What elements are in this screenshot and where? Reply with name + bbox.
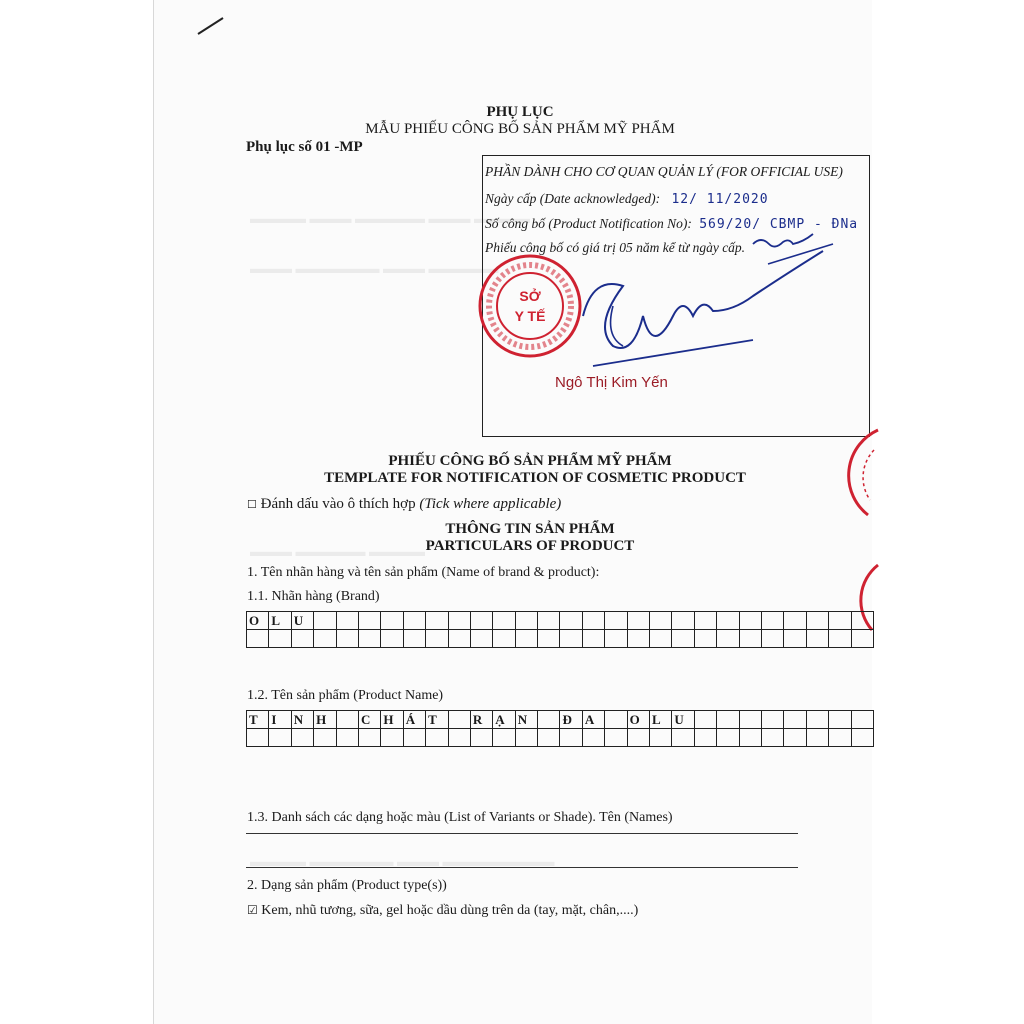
grid-cell <box>717 729 739 747</box>
grid-cell: H <box>314 711 336 729</box>
question-1-2: 1.2. Tên sản phẩm (Product Name) <box>247 688 444 703</box>
grid-cell <box>582 630 604 648</box>
grid-cell <box>851 711 873 729</box>
grid-cell <box>448 630 470 648</box>
appendix-subtitle: MẪU PHIẾU CÔNG BỐ SẢN PHẨM MỸ PHẨM <box>365 121 675 137</box>
grid-cell <box>269 729 291 747</box>
grid-cell <box>650 630 672 648</box>
date-acknowledged-label: Ngày cấp (Date acknowledged): <box>485 191 661 206</box>
tick-note-text: Đánh dấu vào ô thích hợp <box>260 496 416 512</box>
pen-mark <box>196 14 226 38</box>
grid-cell <box>761 630 783 648</box>
grid-cell <box>291 729 313 747</box>
edge-stamp-marks <box>840 420 880 640</box>
grid-cell <box>426 729 448 747</box>
grid-cell <box>829 711 851 729</box>
grid-cell: N <box>515 711 537 729</box>
tick-note <box>247 496 561 513</box>
grid-cell: Đ <box>560 711 582 729</box>
grid-cell <box>582 612 604 630</box>
grid-cell <box>627 729 649 747</box>
grid-cell <box>314 729 336 747</box>
grid-cell <box>739 630 761 648</box>
grid-cell <box>381 729 403 747</box>
grid-cell: U <box>672 711 694 729</box>
grid-cell <box>381 630 403 648</box>
show-through-text: ▬▬▬▬ ▬▬▬ ▬▬▬▬▬ ▬▬▬ ▬▬▬▬ <box>250 212 530 227</box>
grid-cell <box>336 729 358 747</box>
grid-cell <box>829 630 851 648</box>
grid-cell <box>739 612 761 630</box>
grid-cell <box>538 612 560 630</box>
grid-row <box>247 612 874 630</box>
grid-cell <box>426 612 448 630</box>
grid-cell <box>515 630 537 648</box>
grid-cell: C <box>358 711 380 729</box>
grid-cell <box>381 612 403 630</box>
checked-checkbox-icon: ☑ <box>247 903 258 917</box>
grid-cell <box>448 711 470 729</box>
question-1: 1. Tên nhãn hàng và tên sản phẩm (Name of brand & product): <box>247 565 600 580</box>
seal-top-text: SỞ <box>519 288 541 304</box>
grid-row <box>247 630 874 648</box>
appendix-number: Phụ lục số 01 -MP <box>246 139 363 155</box>
seal-bottom-text: Y TẾ <box>514 308 546 324</box>
grid-cell: N <box>291 711 313 729</box>
grid-cell: L <box>269 612 291 630</box>
empty-checkbox-icon: ☐ <box>247 499 257 511</box>
grid-cell <box>269 630 291 648</box>
grid-cell <box>717 612 739 630</box>
grid-cell: A <box>582 711 604 729</box>
grid-cell <box>403 612 425 630</box>
grid-cell <box>448 729 470 747</box>
grid-cell <box>806 612 828 630</box>
grid-cell <box>426 630 448 648</box>
grid-cell: L <box>650 711 672 729</box>
grid-cell <box>403 729 425 747</box>
grid-cell <box>314 612 336 630</box>
grid-cell <box>605 729 627 747</box>
grid-cell <box>515 729 537 747</box>
grid-cell <box>470 729 492 747</box>
grid-cell: R <box>470 711 492 729</box>
show-through-text: ▬▬▬▬ ▬▬▬▬▬▬ ▬▬▬ ▬▬▬▬▬▬▬▬ <box>250 855 555 870</box>
validity-note: Phiếu công bố có giá trị 05 năm kể từ ngày cấp. <box>485 240 746 255</box>
grid-cell <box>336 630 358 648</box>
grid-cell <box>314 630 336 648</box>
section-title-vi: THÔNG TIN SẢN PHẨM <box>445 521 615 537</box>
grid-cell: Ạ <box>493 711 515 729</box>
grid-cell <box>515 612 537 630</box>
grid-cell <box>694 711 716 729</box>
grid-cell: H <box>381 711 403 729</box>
grid-cell: Á <box>403 711 425 729</box>
question-1-1: 1.1. Nhãn hàng (Brand) <box>247 589 380 604</box>
grid-cell <box>605 711 627 729</box>
grid-cell <box>538 630 560 648</box>
grid-cell <box>247 630 269 648</box>
grid-row <box>247 711 874 729</box>
grid-cell <box>829 612 851 630</box>
appendix-title: PHỤ LỤC <box>486 104 554 120</box>
grid-cell <box>493 612 515 630</box>
show-through-text: ▬▬▬ ▬▬▬▬▬▬ ▬▬▬ ▬▬▬▬▬ <box>250 262 499 277</box>
grid-cell <box>694 612 716 630</box>
date-acknowledged-value: 12/ 11/2020 <box>671 192 769 207</box>
grid-cell <box>806 729 828 747</box>
grid-cell: O <box>247 612 269 630</box>
grid-cell <box>806 711 828 729</box>
grid-cell: T <box>247 711 269 729</box>
form-title-vi: PHIẾU CÔNG BỐ SẢN PHẨM MỸ PHẨM <box>388 453 672 469</box>
grid-cell <box>538 711 560 729</box>
grid-cell: I <box>269 711 291 729</box>
grid-cell <box>605 612 627 630</box>
grid-cell <box>560 729 582 747</box>
grid-cell <box>336 711 358 729</box>
grid-cell: O <box>627 711 649 729</box>
grid-cell <box>493 729 515 747</box>
grid-cell <box>582 729 604 747</box>
answer-line <box>246 867 798 868</box>
show-through-text: ▬▬▬ ▬▬▬▬▬ ▬▬▬▬ <box>250 545 425 560</box>
grid-cell <box>560 630 582 648</box>
notification-number-label: Số công bố (Product Notification No): <box>485 216 692 231</box>
grid-cell <box>605 630 627 648</box>
grid-cell <box>717 630 739 648</box>
grid-cell <box>829 729 851 747</box>
grid-cell <box>739 729 761 747</box>
question-2: 2. Dạng sản phẩm (Product type(s)) <box>247 878 447 893</box>
grid-cell <box>761 711 783 729</box>
official-header: PHẦN DÀNH CHO CƠ QUAN QUẢN LÝ (FOR OFFICIAL USE) <box>485 164 843 179</box>
grid-cell <box>694 630 716 648</box>
notification-number-value: 569/20/ CBMP - ĐNa <box>699 217 859 232</box>
grid-cell <box>672 729 694 747</box>
product-grid <box>246 710 874 747</box>
grid-cell <box>806 630 828 648</box>
grid-cell <box>627 612 649 630</box>
official-use-box <box>482 155 870 437</box>
grid-cell <box>627 630 649 648</box>
grid-cell <box>336 612 358 630</box>
grid-cell <box>493 630 515 648</box>
tick-note-en: (Tick where applicable) <box>419 496 562 512</box>
signature-scribble <box>553 216 853 376</box>
grid-cell <box>358 630 380 648</box>
grid-cell <box>784 729 806 747</box>
grid-cell <box>761 729 783 747</box>
product-type-option <box>247 903 638 919</box>
grid-cell <box>403 630 425 648</box>
grid-cell <box>358 612 380 630</box>
grid-cell <box>694 729 716 747</box>
grid-cell <box>538 729 560 747</box>
grid-cell <box>650 612 672 630</box>
grid-cell <box>470 630 492 648</box>
grid-cell <box>650 729 672 747</box>
grid-cell <box>470 612 492 630</box>
answer-line <box>246 833 798 834</box>
grid-cell <box>851 729 873 747</box>
grid-row <box>247 729 874 747</box>
grid-cell <box>739 711 761 729</box>
question-1-3: 1.3. Danh sách các dạng hoặc màu (List of Variants or Shade). Tên (Names) <box>247 810 673 825</box>
grid-cell <box>851 612 873 630</box>
grid-cell <box>247 729 269 747</box>
grid-cell <box>291 630 313 648</box>
form-title-en: TEMPLATE FOR NOTIFICATION OF COSMETIC PRODUCT <box>324 470 746 486</box>
grid-cell <box>851 630 873 648</box>
grid-cell: T <box>426 711 448 729</box>
grid-cell <box>784 630 806 648</box>
section-title-en: PARTICULARS OF PRODUCT <box>425 538 635 554</box>
grid-cell <box>784 711 806 729</box>
grid-cell <box>717 711 739 729</box>
grid-cell <box>672 612 694 630</box>
signer-name: Ngô Thị Kim Yến <box>555 374 668 391</box>
grid-cell: U <box>291 612 313 630</box>
grid-cell <box>784 612 806 630</box>
grid-cell <box>358 729 380 747</box>
grid-cell <box>672 630 694 648</box>
grid-cell <box>761 612 783 630</box>
grid-cell <box>560 612 582 630</box>
brand-grid <box>246 611 874 648</box>
grid-cell <box>448 612 470 630</box>
product-type-option-label: Kem, nhũ tương, sữa, gel hoặc dầu dùng trên da (tay, mặt, chân,....) <box>261 903 639 918</box>
